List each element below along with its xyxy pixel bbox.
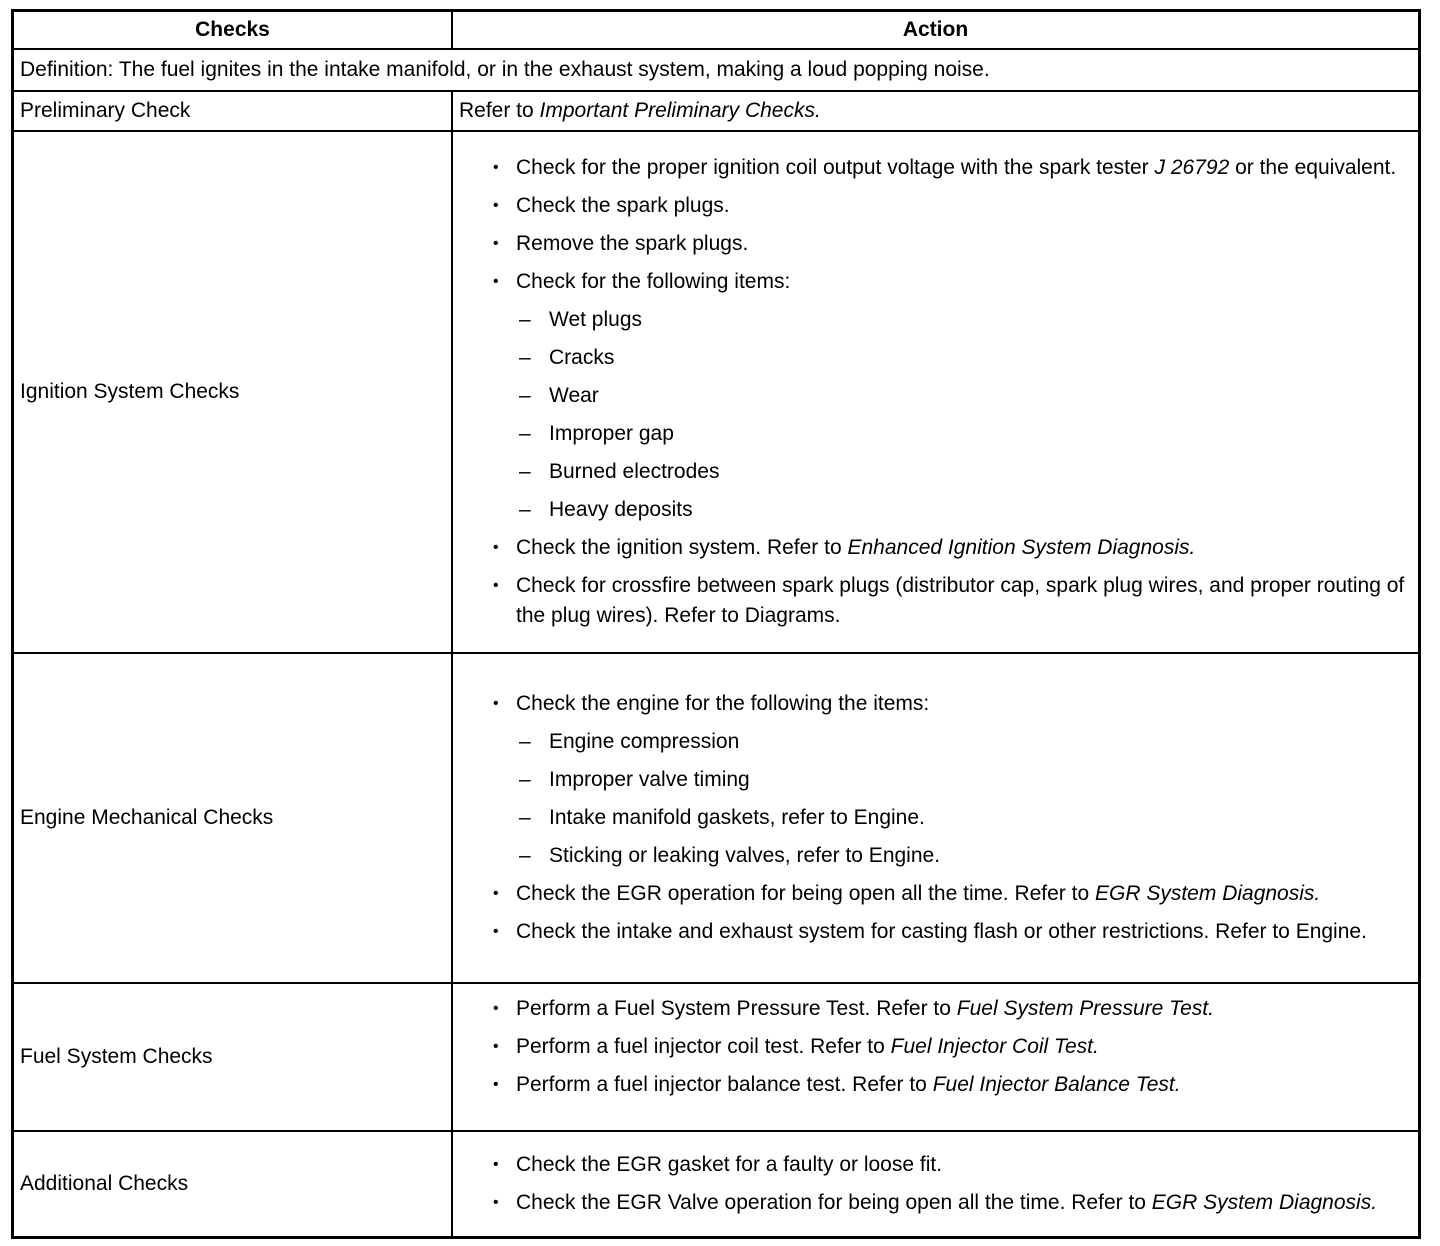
list-item: • Remove the spark plugs.	[453, 229, 1412, 259]
engine-actions	[452, 653, 1420, 983]
header-row	[13, 11, 1420, 50]
list-item: • Perform a fuel injector balance test. Refer to Fuel Injector Balance Test.	[453, 1070, 1412, 1100]
sub-item: – Burned electrodes	[453, 457, 1412, 487]
sub-item: – Wear	[453, 381, 1412, 411]
sub-item: – Sticking or leaking valves, refer to Engine.	[453, 841, 1412, 871]
fuel-label: Fuel System Checks	[13, 983, 453, 1131]
definition-row	[13, 49, 1420, 91]
sub-item: – Improper valve timing	[453, 765, 1412, 795]
fuel-actions	[452, 983, 1420, 1131]
list-item: • Check the intake and exhaust system for casting flash or other restrictions. Refer to Engine.	[453, 917, 1412, 947]
list-item: • Check the engine for the following the items:	[453, 689, 1412, 719]
diagnosis-table	[11, 9, 1421, 1239]
list-item: • Perform a Fuel System Pressure Test. Refer to Fuel System Pressure Test.	[453, 994, 1412, 1024]
engine-row	[13, 653, 1420, 983]
list-item: • Check for the proper ignition coil output voltage with the spark tester J 26792 or the equivalent.	[453, 153, 1412, 183]
sub-item: – Improper gap	[453, 419, 1412, 449]
sub-item: – Intake manifold gaskets, refer to Engine.	[453, 803, 1412, 833]
list-item: • Check for crossfire between spark plugs (distributor cap, spark plug wires, and proper routing of the plug wires). Refer to Diagrams.	[453, 571, 1412, 631]
sub-item: – Wet plugs	[453, 305, 1412, 335]
preliminary-text: Refer to	[459, 99, 540, 122]
preliminary-ref: Important Preliminary Checks.	[539, 99, 821, 122]
list-item: • Check for the following items:	[453, 267, 1412, 297]
additional-label: Additional Checks	[13, 1131, 453, 1237]
fuel-row	[13, 983, 1420, 1131]
preliminary-row	[13, 91, 1420, 131]
sub-item: – Engine compression	[453, 727, 1412, 757]
engine-label: Engine Mechanical Checks	[13, 653, 453, 983]
preliminary-action	[452, 91, 1420, 131]
additional-actions	[452, 1131, 1420, 1237]
list-item: • Check the EGR operation for being open all the time. Refer to EGR System Diagnosis.	[453, 879, 1412, 909]
ignition-label: Ignition System Checks	[13, 131, 453, 653]
sub-item: – Heavy deposits	[453, 495, 1412, 525]
header-checks: Checks	[13, 11, 453, 50]
sub-item: – Cracks	[453, 343, 1412, 373]
ignition-row	[13, 131, 1420, 653]
list-item: • Check the EGR Valve operation for being open all the time. Refer to EGR System Diagnosis.	[453, 1188, 1412, 1218]
list-item: • Check the spark plugs.	[453, 191, 1412, 221]
list-item: • Check the ignition system. Refer to Enhanced Ignition System Diagnosis.	[453, 533, 1412, 563]
definition-text: Definition: The fuel ignites in the intake manifold, or in the exhaust system, making a loud popping noise.	[13, 49, 1420, 91]
list-item: • Perform a fuel injector coil test. Refer to Fuel Injector Coil Test.	[453, 1032, 1412, 1062]
list-item: • Check the EGR gasket for a faulty or loose fit.	[453, 1150, 1412, 1180]
ignition-actions	[452, 131, 1420, 653]
header-action: Action	[452, 11, 1420, 50]
additional-row	[13, 1131, 1420, 1237]
preliminary-label: Preliminary Check	[13, 91, 453, 131]
